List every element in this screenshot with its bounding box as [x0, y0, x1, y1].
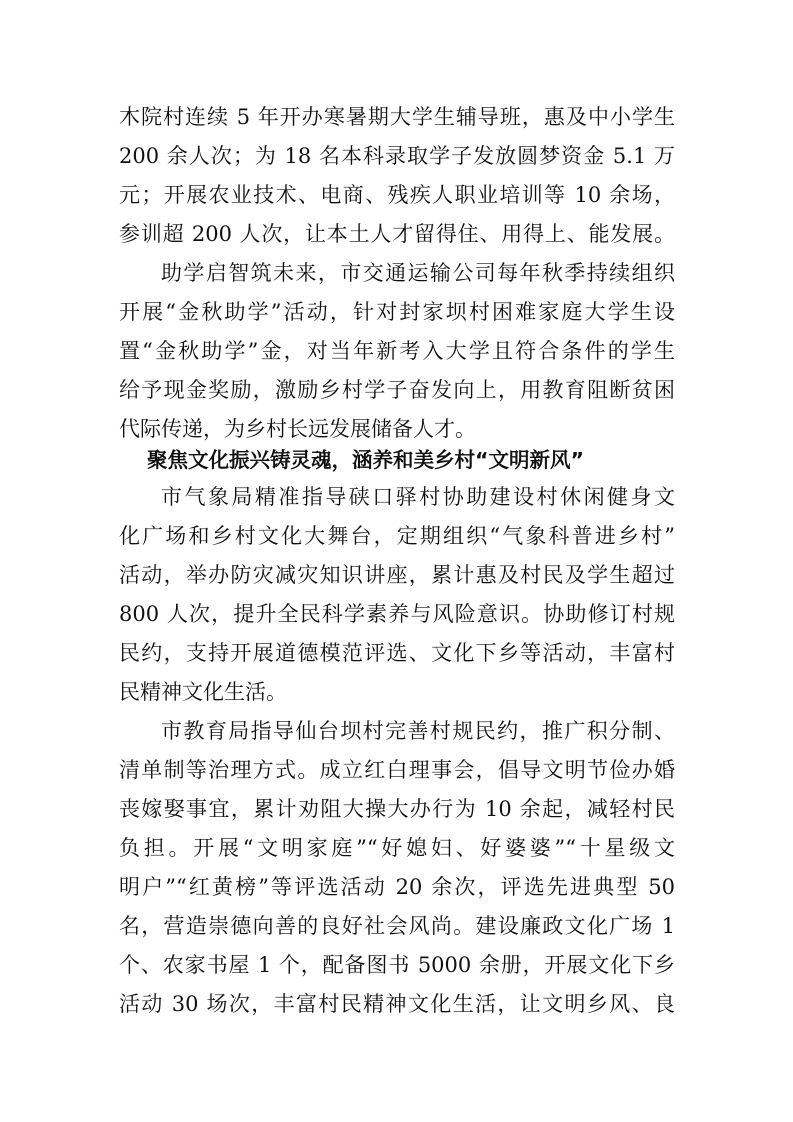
text-line: 负担。开展“文明家庭”“好媳妇、好婆婆”“十星级文: [119, 836, 675, 860]
paragraph-first-line: 助学启智筑未来，市交通运输公司每年秋季持续组织: [161, 261, 675, 285]
text-line: 化广场和乡村文化大舞台，定期组织“气象科普进乡村”: [119, 524, 675, 548]
text-line: 开展“金秋助学”活动，针对封家坝村困难家庭大学生设: [119, 300, 675, 324]
text-line: 木院村连续 5 年开办寒暑期大学生辅导班，惠及中小学生: [119, 105, 675, 129]
text-line: 民精神文化生活。: [119, 680, 287, 704]
text-line: 参训超 200 人次，让本土人才留得住、用得上、能发展。: [119, 222, 675, 246]
section-heading: 聚焦文化振兴铸灵魂，涵养和美乡村“文明新风”: [147, 448, 584, 472]
text-line: 200 余人次；为 18 名本科录取学子发放圆梦资金 5.1 万: [119, 144, 675, 168]
text-line: 活动，举办防灾减灾知识讲座，累计惠及村民及学生超过: [119, 563, 675, 587]
text-line: 800 人次，提升全民科学素养与风险意识。协助修订村规: [119, 602, 675, 626]
text-line: 名，营造崇德向善的良好社会风尚。建设廉政文化广场 1: [119, 914, 675, 938]
text-line: 给予现金奖励，激励乡村学子奋发向上，用教育阻断贫困: [119, 378, 675, 402]
paragraph-first-line: 市气象局精准指导硖口驿村协助建设村休闲健身文: [161, 485, 675, 509]
text-line: 置“金秋助学”金，对当年新考入大学且符合条件的学生: [119, 339, 675, 363]
text-line: 个、农家书屋 1 个，配备图书 5000 余册，开展文化下乡: [119, 953, 675, 977]
text-line: 丧嫁娶事宜，累计劝阻大操大办行为 10 余起，减轻村民: [119, 797, 675, 821]
paragraph-first-line: 市教育局指导仙台坝村完善村规民约，推广积分制、: [161, 719, 675, 743]
text-line: 元；开展农业技术、电商、残疾人职业培训等 10 余场，: [119, 183, 675, 207]
text-line: 清单制等治理方式。成立红白理事会，倡导文明节俭办婚: [119, 758, 675, 782]
text-line: 明户”“红黄榜”等评选活动 20 余次，评选先进典型 50: [119, 875, 675, 899]
text-line: 代际传递，为乡村长远发展储备人才。: [119, 417, 476, 441]
text-line: 活动 30 场次，丰富村民精神文化生活，让文明乡风、良: [119, 992, 675, 1016]
text-line: 民约，支持开展道德模范评选、文化下乡等活动，丰富村: [119, 641, 675, 665]
